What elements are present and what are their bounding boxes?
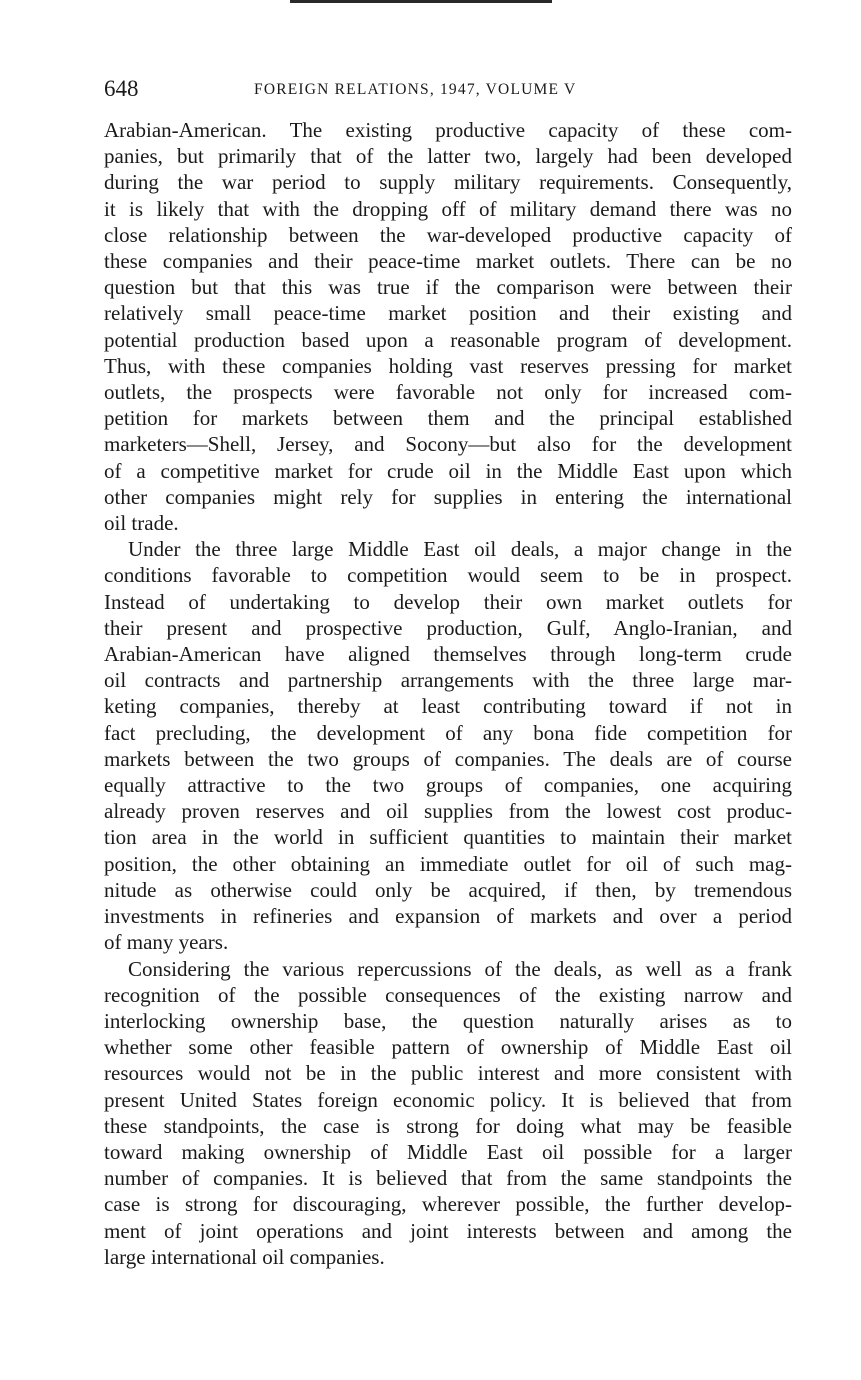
text-line: Instead of undertaking to develop their own market outlets for <box>104 589 792 614</box>
text-line: Thus, with these companies holding vast reserves pressing for market <box>104 353 792 378</box>
text-line: number of companies. It is believed that from the same standpoints the <box>104 1166 792 1191</box>
paragraph-3 <box>104 956 792 1270</box>
text-line: marketers—Shell, Jersey, and Socony—but also for the development <box>104 432 792 457</box>
text-line: large international oil companies. <box>104 1244 385 1269</box>
text-line: resources would not be in the public interest and more consistent with <box>104 1061 792 1086</box>
text-line: during the war period to supply military requirements. Consequently, <box>104 170 792 195</box>
text-line: other companies might rely for supplies in entering the international <box>104 484 792 509</box>
text-line: nitude as otherwise could only be acquired, if then, by tremendous <box>104 877 792 902</box>
text-line: of a competitive market for crude oil in the Middle East upon which <box>104 458 792 483</box>
text-line: of many years. <box>104 930 229 955</box>
text-line: equally attractive to the two groups of companies, one acquiring <box>104 773 792 798</box>
paragraph-1 <box>104 117 792 536</box>
text-line: keting companies, thereby at least contributing toward if not in <box>104 694 792 719</box>
text-line: position, the other obtaining an immediate outlet for oil of such mag- <box>104 851 792 876</box>
text-line: close relationship between the war-developed productive capacity of <box>104 222 792 247</box>
paragraph-2 <box>104 536 792 955</box>
text-line: case is strong for discouraging, wherever possible, the further develop- <box>104 1192 792 1217</box>
text-line: Arabian-American have aligned themselves through long-term crude <box>104 642 792 667</box>
text-line: interlocking ownership base, the question naturally arises as to <box>104 1008 792 1033</box>
text-line: markets between the two groups of companies. The deals are of course <box>104 746 792 771</box>
text-line: oil contracts and partnership arrangements with the three large mar- <box>104 668 792 693</box>
text-line: these companies and their peace-time market outlets. There can be no <box>104 249 792 274</box>
text-line: Considering the various repercussions of the deals, as well as a frank <box>128 956 792 981</box>
text-line: it is likely that with the dropping off of military demand there was no <box>104 196 792 221</box>
text-line: oil trade. <box>104 511 179 536</box>
page-header <box>104 74 792 104</box>
text-line: outlets, the prospects were favorable not only for increased com- <box>104 380 792 405</box>
text-line: tion area in the world in sufficient quantities to maintain their market <box>104 825 792 850</box>
top-rule <box>290 0 552 3</box>
text-line: Under the three large Middle East oil deals, a major change in the <box>128 537 792 562</box>
text-line: relatively small peace-time market position and their existing and <box>104 301 792 326</box>
text-line: ment of joint operations and joint interests between and among the <box>104 1218 792 1243</box>
text-line: present United States foreign economic policy. It is believed that from <box>104 1087 792 1112</box>
text-line: fact precluding, the development of any bona fide competition for <box>104 720 792 745</box>
text-line: already proven reserves and oil supplies from the lowest cost produc- <box>104 799 792 824</box>
text-line: their present and prospective production, Gulf, Anglo-Iranian, and <box>104 615 792 640</box>
text-line: these standpoints, the case is strong for doing what may be feasible <box>104 1113 792 1138</box>
text-line: Arabian-American. The existing productive capacity of these com- <box>104 118 792 142</box>
text-line: question but that this was true if the comparison were between their <box>104 275 792 300</box>
page-number: 648 <box>104 76 139 101</box>
text-line: conditions favorable to competition would seem to be in prospect. <box>104 563 792 588</box>
text-line: potential production based upon a reasonable program of development. <box>104 327 792 352</box>
text-line: toward making ownership of Middle East oil possible for a larger <box>104 1139 792 1164</box>
text-line: panies, but primarily that of the latter two, largely had been developed <box>104 144 792 169</box>
body-text <box>104 117 792 1270</box>
text-line: recognition of the possible consequences of the existing narrow and <box>104 982 792 1007</box>
running-head: FOREIGN RELATIONS, 1947, VOLUME V <box>254 81 577 98</box>
text-line: petition for markets between them and the principal established <box>104 406 792 431</box>
text-line: investments in refineries and expansion of markets and over a period <box>104 904 792 929</box>
text-line: whether some other feasible pattern of ownership of Middle East oil <box>104 1035 792 1060</box>
